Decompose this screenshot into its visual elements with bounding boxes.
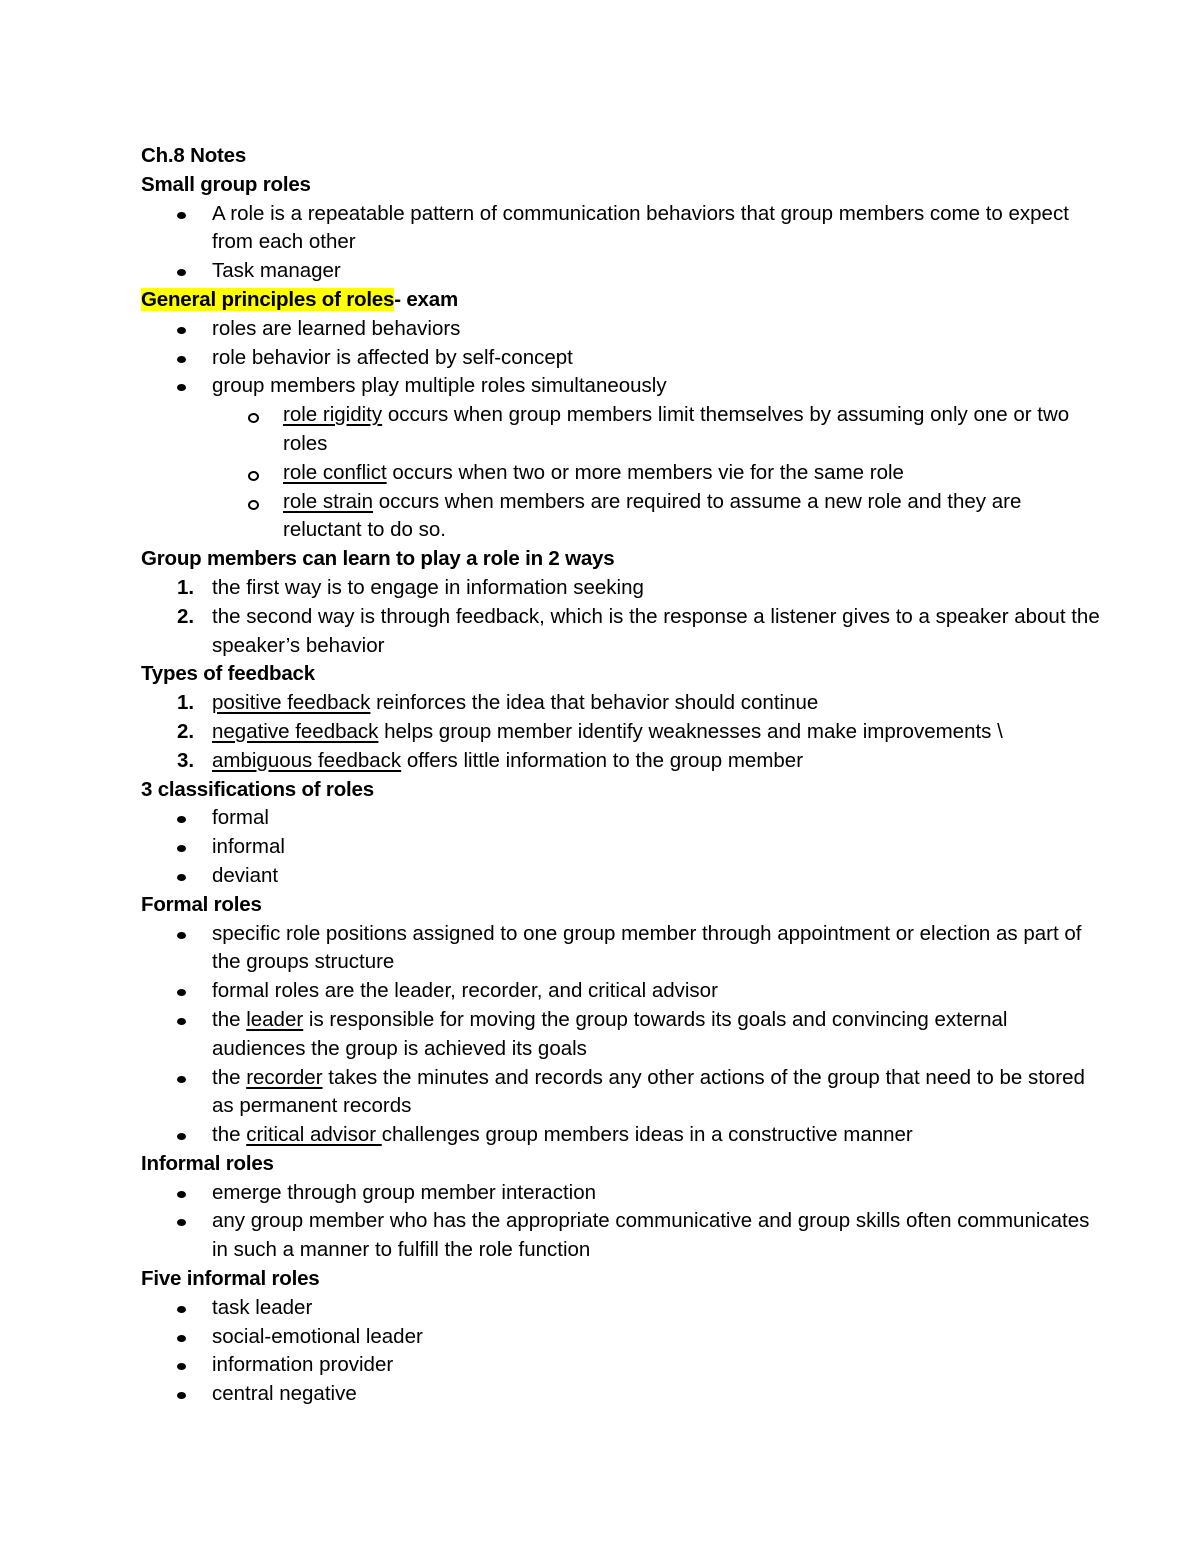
term: role strain (283, 489, 374, 513)
list-classifications (141, 804, 1101, 890)
heading-formal-roles: Formal roles (141, 892, 262, 916)
term: negative feedback (212, 719, 379, 743)
list-small-group-roles (141, 200, 1101, 286)
sub-list-item: role strain occurs when members are required to assume a new role and they are reluctant to do so. (141, 488, 1101, 546)
list-item: the critical advisor challenges group members ideas in a constructive manner (141, 1121, 1101, 1150)
list-item: deviant (141, 862, 1101, 891)
list-number: 3. (177, 748, 195, 772)
bullet-icon (177, 327, 186, 334)
bullet-icon (177, 1219, 186, 1226)
list-item: roles are learned behaviors (141, 315, 1101, 344)
heading-informal-roles: Informal roles (141, 1151, 274, 1175)
list-item: 2. negative feedback helps group member identify weaknesses and make improvements \ (141, 718, 1101, 747)
list-number: 2. (177, 604, 195, 628)
bullet-icon (177, 874, 186, 881)
heading-learn-roles: Group members can learn to play a role in 2 ways (141, 547, 615, 571)
list-item: any group member who has the appropriate communicative and group skills often communicates in such a manner to fulfill the role function (141, 1207, 1101, 1265)
list-learn-roles (141, 574, 1101, 660)
bullet-icon (177, 1076, 186, 1083)
heading-small-group-roles: Small group roles (141, 172, 311, 196)
heading-five-informal-roles: Five informal roles (141, 1267, 320, 1291)
bullet-icon (177, 269, 186, 276)
list-formal-roles (141, 920, 1101, 1150)
bullet-icon (177, 845, 186, 852)
notes-content (141, 142, 1101, 1409)
highlighted-text: General principles of roles (141, 287, 395, 311)
list-item: formal (141, 804, 1101, 833)
list-item: the leader is responsible for moving the group towards its goals and convincing external audiences the group is achieved its goals (141, 1006, 1101, 1064)
bullet-icon (177, 1133, 186, 1140)
list-item: task leader (141, 1294, 1101, 1323)
list-item: 3. ambiguous feedback offers little information to the group member (141, 747, 1101, 776)
bullet-icon (177, 1018, 186, 1025)
list-informal-roles (141, 1179, 1101, 1265)
list-item: emerge through group member interaction (141, 1179, 1101, 1208)
bullet-icon (177, 1191, 186, 1198)
bullet-icon (177, 816, 186, 823)
list-item: informal (141, 833, 1101, 862)
bullet-icon (177, 989, 186, 996)
list-five-informal-roles (141, 1294, 1101, 1409)
bullet-icon (177, 384, 186, 391)
list-item: the recorder takes the minutes and records any other actions of the group that need to be stored as permanent records (141, 1064, 1101, 1122)
list-number: 1. (177, 575, 195, 599)
list-item: specific role positions assigned to one group member through appointment or election as part of the groups structure (141, 920, 1101, 978)
list-item: group members play multiple roles simultaneously (141, 372, 1101, 401)
heading-general-principles: General principles of roles- exam (141, 287, 458, 311)
bullet-icon (177, 1335, 186, 1342)
list-item: 2. the second way is through feedback, which is the response a listener gives to a speaker about the speaker’s behavior (177, 604, 1100, 657)
list-number: 1. (177, 691, 195, 715)
sub-list-item: role conflict occurs when two or more members vie for the same role (141, 459, 1101, 488)
list-item: 1. the first way is to engage in information seeking (141, 574, 1101, 603)
list-item: social-emotional leader (141, 1323, 1101, 1352)
bullet-icon (177, 1306, 186, 1313)
list-types-of-feedback (141, 689, 1101, 775)
term: critical advisor (246, 1123, 382, 1147)
list-item: Task manager (141, 257, 1101, 286)
term: role rigidity (283, 403, 383, 427)
list-item: central negative (141, 1380, 1101, 1409)
page-title: Ch.8 Notes (141, 144, 247, 167)
term: positive feedback (212, 691, 371, 715)
list-item: information provider (141, 1351, 1101, 1380)
sub-list-item: role rigidity occurs when group members limit themselves by assuming only one or two roles (141, 401, 1101, 459)
list-item: A role is a repeatable pattern of communication behaviors that group members come to expect from each other (141, 200, 1101, 258)
list-item: formal roles are the leader, recorder, and critical advisor (141, 977, 1101, 1006)
circle-bullet-icon (248, 500, 259, 510)
circle-bullet-icon (248, 413, 259, 423)
list-number: 2. (177, 719, 195, 743)
bullet-icon (177, 1392, 186, 1399)
list-item: role behavior is affected by self-concept (141, 344, 1101, 373)
bullet-icon (177, 356, 186, 363)
bullet-icon (177, 212, 186, 219)
heading-classifications: 3 classifications of roles (141, 777, 374, 801)
circle-bullet-icon (248, 471, 259, 481)
term: role conflict (283, 460, 387, 484)
list-item: 1. positive feedback reinforces the idea that behavior should continue (141, 689, 1101, 718)
list-general-principles (141, 315, 1101, 545)
term: leader (246, 1007, 304, 1031)
term: recorder (246, 1065, 323, 1089)
heading-types-of-feedback: Types of feedback (141, 662, 315, 686)
bullet-icon (177, 1363, 186, 1370)
term: ambiguous feedback (212, 748, 402, 772)
bullet-icon (177, 932, 186, 939)
